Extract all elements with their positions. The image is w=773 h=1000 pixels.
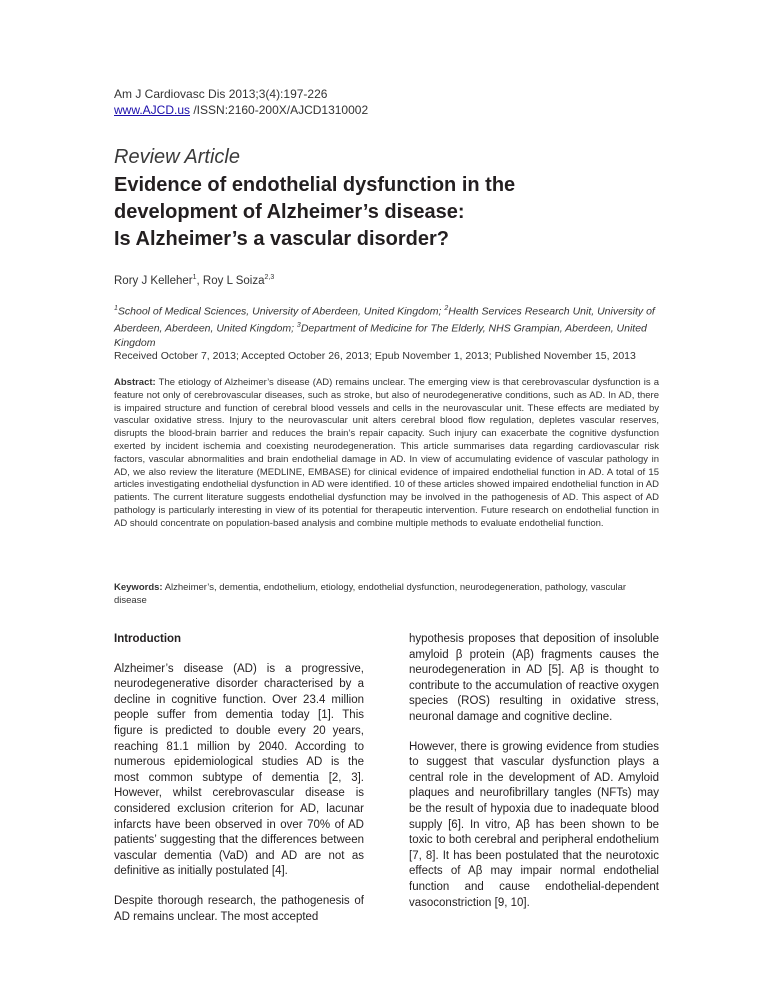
journal-header [114, 86, 368, 118]
affiliations [114, 302, 659, 351]
affiliation-text: Health Services Research Unit, University of Aberdeen, Aberdeen, United Kingdom; [114, 305, 655, 335]
author-affiliation-marker: 1 [192, 274, 197, 281]
keywords-label: Keywords: [114, 582, 163, 593]
affiliation-text: Department of Medicine for The Elderly, NHS Grampian, Aberdeen, United Kingdom [114, 322, 647, 349]
abstract-text: The etiology of Alzheimer’s disease (AD) remains unclear. The emerging view is that cerebrovascular dysfunction is a feature not only of cerebrovascular diseases, such as stroke, but also of neurodegenerative conditions, such as AD. In AD, there is impaired structure and function of cerebral blood vessels and cells in the neurovascular unit. These effects are mediated by vascular oxidative stress. Injury to the neurovascular unit alters cerebral blood flow regulation, depletes vascular reserves, disrupts the blood-brain barrier and reduces the brain’s repair capacity. Such injury can exacerbate the cognitive dysfunction exerted by incident ischemia and coexisting neurodegeneration. This article summarises data regarding cardiovascular risk factors, vascular abnormalities and brain endothelial damage in AD. In view of accumulating evidence of vascular pathology in AD, we also review the literature (MEDLINE, EMBASE) for clinical evidence of impaired endothelial function in AD. A total of 15 articles investigating endothelial dysfunction in AD were identified. 10 of these articles showed impaired endothelial function in AD patients. The current literature suggests endothelial dysfunction may be involved in the pathogenesis of AD. This aspect of AD pathology is particularly interesting in view of its potential for therapeutic intervention. Future research on endothelial function in AD should concentrate on population-based analysis and combine multiple methods to evaluate endothelial function. [114, 377, 659, 529]
journal-citation: Am J Cardiovasc Dis 2013;3(4):197-226 [114, 87, 328, 101]
author-list [114, 274, 274, 287]
abstract [114, 377, 659, 531]
body-column-left [114, 632, 364, 939]
affiliation-marker: 1 [114, 305, 118, 312]
body-paragraph: Alzheimer’s disease (AD) is a progressive, neurodegenerative disorder characterised by a decline in cognitive function. Over 23.4 million people suffer from dementia today [1]. This figure is predicted to double every 20 years, reaching 81.1 million by 2040. According to numerous epidemiological studies AD is the most common subtype of dementia [2, 3]. However, whilst cerebrovascular disease is considered exclusion criterion for AD, lacunar infarcts have been observed in over 70% of AD patients’ suggesting that the differences between vascular dementia (VaD) and AD are not as definitive as initially postulated [4]. [114, 662, 364, 878]
affiliation-text: School of Medical Sciences, University of Aberdeen, United Kingdom; [117, 305, 445, 318]
abstract-label: Abstract: [114, 377, 156, 388]
journal-issn: /ISSN:2160-200X/AJCD1310002 [190, 103, 369, 117]
publication-dates: Received October 7, 2013; Accepted October 26, 2013; Epub November 1, 2013; Published November 15, 2013 [114, 350, 636, 362]
author-name: Rory J Kelleher [114, 274, 193, 287]
article-title [114, 172, 674, 253]
author-affiliation-marker: 2,3 [264, 274, 275, 281]
keywords [114, 581, 659, 607]
body-column-right [409, 632, 659, 925]
title-line: Is Alzheimer’s a vascular disorder? [114, 228, 449, 250]
journal-link[interactable]: www.AJCD.us [114, 103, 191, 117]
body-paragraph: Despite thorough research, the pathogenesis of AD remains unclear. The most accepted [114, 894, 364, 923]
affiliation-marker: 2 [444, 305, 449, 312]
body-paragraph: hypothesis proposes that deposition of insoluble amyloid β protein (Aβ) fragments causes the neurodegeneration in AD [5]. Aβ is thought to contribute to the accumulation of reactive oxygen species (ROS) resulting in oxidative stress, neuronal damage and cognitive decline. [409, 633, 659, 723]
keywords-text: Alzheimer’s, dementia, endothelium, etiology, endothelial dysfunction, neurodegeneration, pathology, vascular disease [114, 582, 627, 606]
title-line: Evidence of endothelial dysfunction in the [114, 174, 516, 196]
section-heading: Introduction [114, 633, 182, 645]
author-name: Roy L Soiza [202, 274, 265, 287]
title-line: development of Alzheimer’s disease: [114, 201, 465, 223]
journal-link-line [114, 102, 368, 118]
body-paragraph: However, there is growing evidence from studies to suggest that vascular dysfunction plays a central role in the development of AD. Amyloid plaques and neurofibrillary tangles (NFTs) may be the result of hypoxia due to inadequate blood supply [6]. In vitro, Aβ has been shown to be toxic to both cerebral and peripheral endothelium [7, 8]. It has been postulated that the neurotoxic effects of Aβ may impair normal endothelial function and cause endothelial-dependent vasoconstriction [9, 10]. [409, 740, 659, 909]
affiliation-marker: 3 [296, 322, 301, 329]
author-separator: , [196, 274, 203, 287]
article-type: Review Article [114, 146, 240, 168]
